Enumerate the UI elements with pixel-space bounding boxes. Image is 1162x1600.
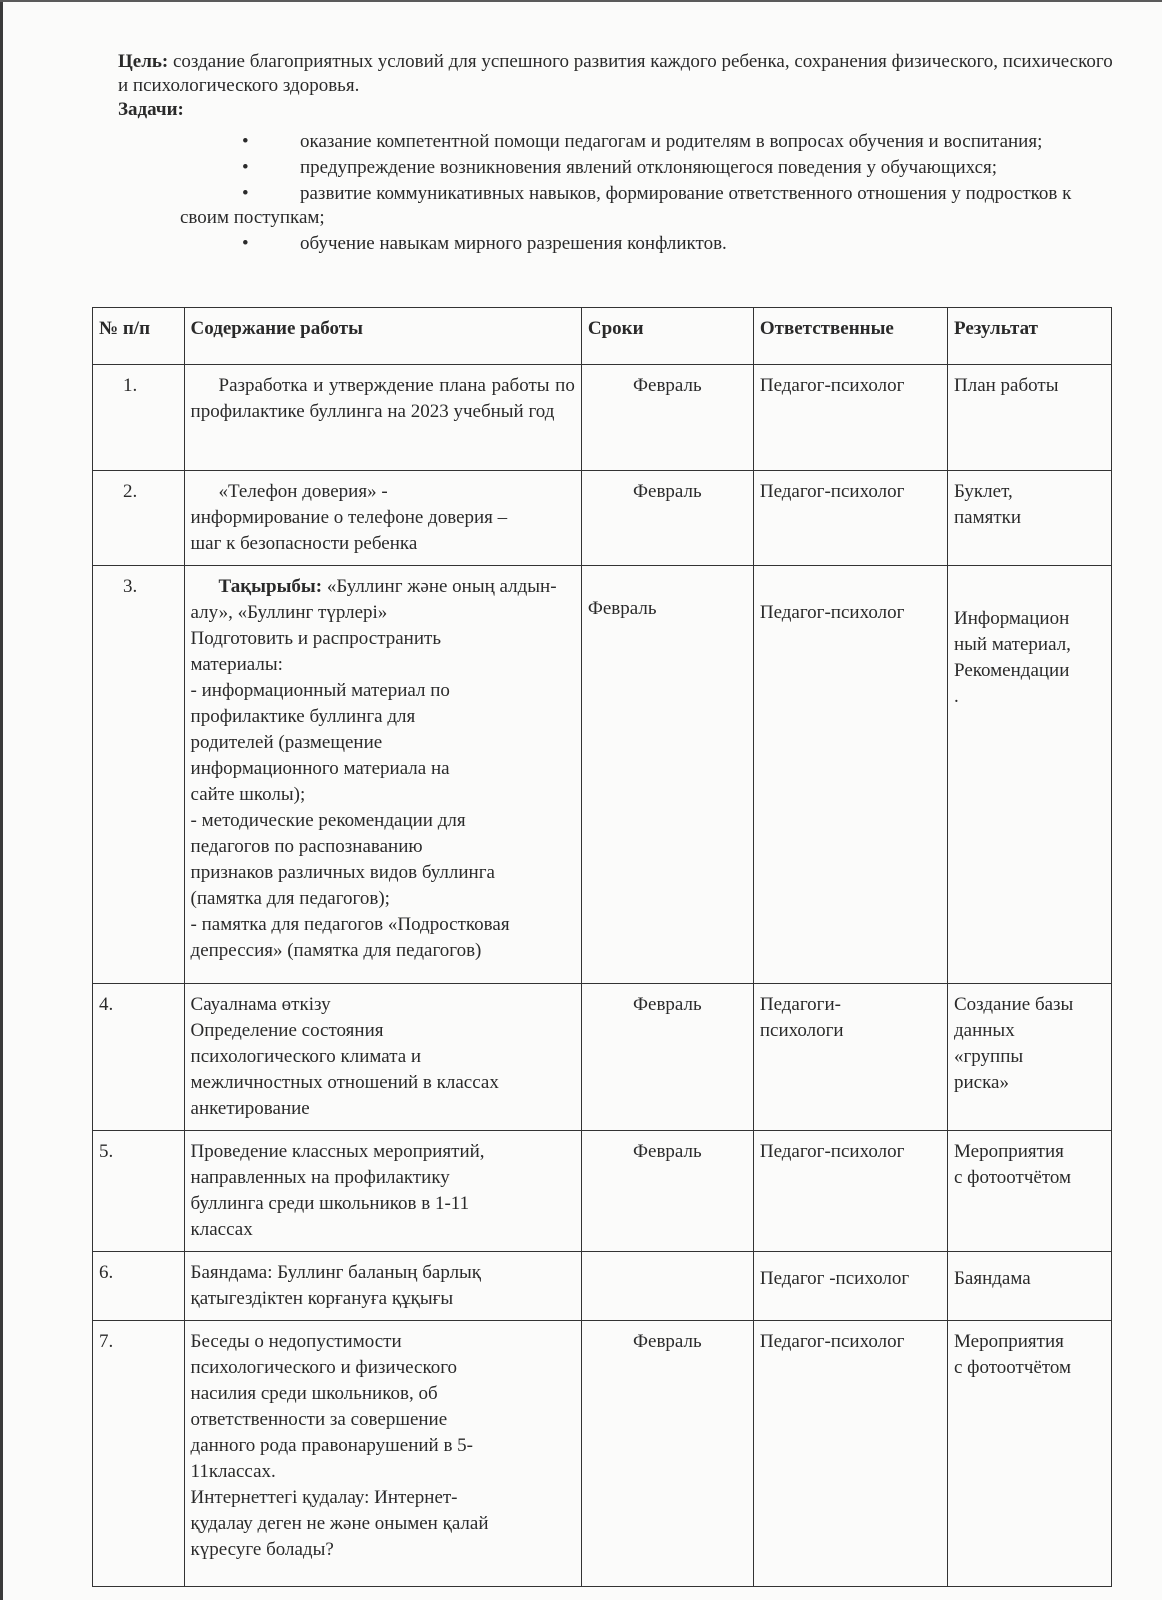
header-result: Результат bbox=[948, 308, 1112, 365]
row-responsible: Педагог -психолог bbox=[753, 1252, 947, 1321]
row-result: Создание базы данных «группы риска» bbox=[948, 984, 1112, 1131]
row-result: Буклет, памятки bbox=[948, 471, 1112, 566]
goal: Цель: создание благоприятных условий для успешного развития каждого ребенка, сохранения физического, психического и психологического здоровья. bbox=[118, 51, 1113, 96]
row-number: 6. bbox=[93, 1252, 185, 1321]
row-content: Баяндама: Буллинг баланың барлық қатыгездіктен корғануға құқығы bbox=[184, 1252, 581, 1321]
row-content: «Телефон доверия» - информирование о телефоне доверия – шаг к безопасности ребенка bbox=[184, 471, 581, 566]
row-result: План работы bbox=[948, 365, 1112, 471]
row-term: Февраль bbox=[581, 1131, 753, 1252]
header-responsible: Ответственные bbox=[753, 308, 947, 365]
row-result: Информацион ный материал, Рекомендации . bbox=[948, 566, 1112, 984]
bullet-icon: • bbox=[242, 157, 249, 178]
row-content: Тақырыбы: «Буллинг және оның алдын- алу», «Буллинг түрлері» Подготовить и распространить материалы: - информационный материал по профилактике буллинга для родителей (размещение информационного материала на сайте школы); - методические рекомендации для педагогов по распознаванию признаков различных видов буллинга (памятка для педагогов); - памятка для педагогов «Подростковая депрессия» (памятка для педагогов) bbox=[184, 566, 581, 984]
row-responsible: Педагог-психолог bbox=[753, 471, 947, 566]
row-content: Разработка и утверждение плана работы по профилактике буллинга на 2023 учебный год bbox=[184, 365, 581, 471]
row-number: 7. bbox=[93, 1321, 185, 1587]
tasks-list bbox=[180, 130, 1118, 256]
row-content: Беседы о недопустимости психологического и физического насилия среди школьников, об ответственности за совершение данного рода правонарушений в 5- 11классах. Интернеттегі қудалау: Интернет- қудалау деген не және онымен қалай күресуге болады? bbox=[184, 1321, 581, 1587]
table-row bbox=[93, 984, 1112, 1131]
bullet-icon: • bbox=[242, 233, 249, 254]
row-result: Мероприятия с фотоотчётом bbox=[948, 1131, 1112, 1252]
task-item: • оказание компетентной помощи педагогам и родителям в вопросах обучения и воспитания; bbox=[242, 131, 1043, 152]
row-responsible: Педагог-психолог bbox=[753, 1321, 947, 1587]
row-number: 2. bbox=[93, 471, 185, 566]
task-item: • развитие коммуникативных навыков, формирование ответственного отношения у подростков к своим поступкам; bbox=[180, 183, 1072, 228]
scan-edge bbox=[0, 0, 3, 1600]
table-header-row bbox=[93, 308, 1112, 365]
header-content: Содержание работы bbox=[184, 308, 581, 365]
bullet-icon: • bbox=[242, 131, 249, 152]
row-number: 1. bbox=[93, 365, 185, 471]
row-responsible: Педагоги- психологи bbox=[753, 984, 947, 1131]
tasks-heading: Задачи: bbox=[118, 99, 184, 120]
table-row bbox=[93, 1252, 1112, 1321]
row-term: Февраль bbox=[581, 471, 753, 566]
row-term: Февраль bbox=[581, 984, 753, 1131]
row-responsible: Педагог-психолог bbox=[753, 1131, 947, 1252]
task-item: • предупреждение возникновения явлений отклоняющегося поведения у обучающихся; bbox=[242, 157, 998, 178]
scan-edge-top bbox=[0, 0, 1162, 2]
row-content: Проведение классных мероприятий, направленных на профилактику буллинга среди школьников в 1-11 классах bbox=[184, 1131, 581, 1252]
row-responsible: Педагог-психолог bbox=[753, 566, 947, 984]
row-term bbox=[581, 1252, 753, 1321]
row-responsible: Педагог-психолог bbox=[753, 365, 947, 471]
intro-section bbox=[118, 50, 1118, 258]
row-content: Сауалнама өткізу Определение состояния психологического климата и межличностных отношений в классах анкетирование bbox=[184, 984, 581, 1131]
table-row bbox=[93, 1131, 1112, 1252]
row-result: Баяндама bbox=[948, 1252, 1112, 1321]
row-term: Февраль bbox=[581, 365, 753, 471]
row-number: 3. bbox=[93, 566, 185, 984]
header-term: Сроки bbox=[581, 308, 753, 365]
table-row bbox=[93, 365, 1112, 471]
task-item: • обучение навыкам мирного разрешения конфликтов. bbox=[242, 233, 727, 254]
row-number: 4. bbox=[93, 984, 185, 1131]
row-result: Мероприятия с фотоотчётом bbox=[948, 1321, 1112, 1587]
row-number: 5. bbox=[93, 1131, 185, 1252]
row-term: Февраль bbox=[581, 566, 753, 984]
table-row bbox=[93, 566, 1112, 984]
bullet-icon: • bbox=[242, 183, 249, 204]
header-number: № п/п bbox=[93, 308, 185, 365]
table-row bbox=[93, 1321, 1112, 1587]
work-plan-table bbox=[92, 307, 1112, 1587]
table-row bbox=[93, 471, 1112, 566]
row-term: Февраль bbox=[581, 1321, 753, 1587]
